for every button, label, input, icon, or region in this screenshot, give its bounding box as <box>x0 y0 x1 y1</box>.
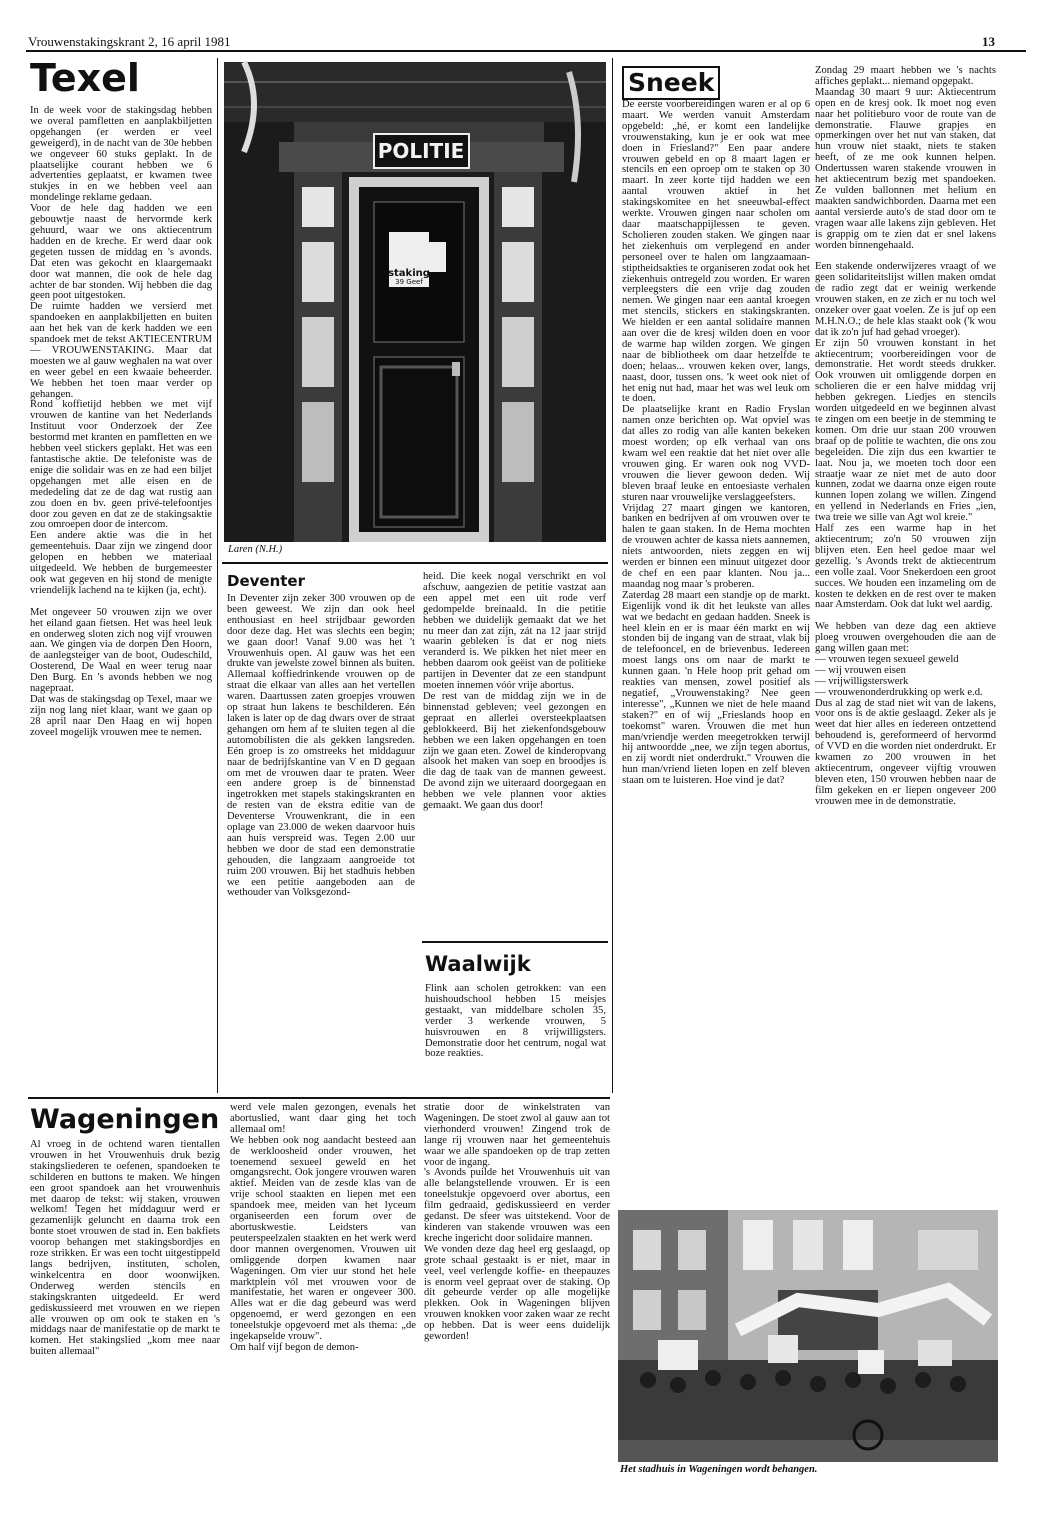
deventer-text-1: In Deventer zijn zeker 300 vrouwen op de been geweest. We zijn dan ook heel enthousiast en heel strijdbaar geworden door deze dag. Het was slechts een begin; we gaan door! Vanaf 9.00 was het 't Vrouwenhuis open. Al gauw was het een drukte van jewelste zowel binnen als buiten. Allemaal koffiedrinkende vrouwen op de straat die elkaar van alles aan het vertellen waren. Daartussen zaten groepjes vrouwen op straat hun lakens te beschilderen. Eén laken is later op de dag dwars over de straat gehangen om hem af te sluiten tegen al die automobilisten die als gekken langsreden. Eén groep is zo omstreeks het middaguur naar de bedrijfskantine van V en D gegaan om met de vrouwen daar te praten. Weer een andere groep is de binnenstad ingetrokken met stapels stakingskranten en de resten van de ekstra editie van de Deventerse Vrouwenkrant, die in een oplage van 23.000 de weken daarvoor huis aan huis verspreid was. Tegen 2.00 uur hebben we door de stad een demonstratie gehouden, die langzaam aangroeide tot ruim 200 vrouwen. Bij het stadhuis hebben we een petitie aangeboden aan de wethouder van Volksgezond- <box>227 593 418 899</box>
wageningen-article-col3 <box>424 1103 610 1500</box>
column-divider <box>612 58 613 1093</box>
sneek-text-1: De eerste voorbereidingen waren er al op 6 maart. We werden vanuit Amsterdam opgebeld: „hé, er komt een landelijke vrouwenstaking, kun je er ook wat mee doen in Friesland?" Een paar andere vrouwen gebeld en op 8 maart lagen er stencils en een oproep om te staken op 30 maart. In zeer korte tijd hadden we een aantal vrouwen aktief in het stakingskomitee en het sneeuwbal-effect werkte. Vrouwen gingen naar scholen om daar maatschappijlessen te geven. Scholieren zouden staken. We gingen naar het ziekenhuis om verplegend en ander personeel over te halen om langzaamaan-stiptheidsakties te organiseren zodat ook het ziekenhuis ontregeld zou worden. Er waren verpleegsters die een vrije dag zouden nemen. We gingen naar een aantal kroegen met stencils, stickers en stakingskranten. We hielden er een aantal solidaire mannen aan over die de kresj wilden doen en voor de warme hap wilden zorgen. We gingen naar de bibliotheek om daar hetzelfde te doen; helaas... vrouwen keken over, langs, naast, door, tussen ons. 'k weet ook niet of het enig nut had, maar het was wel leuk om te doen. De plaatselijke krant en Radio Fryslan namen onze berichten op. Wat opviel was dat alles zo rodig van alle kanten bekeken moest worden; op elk verhaal van ons kwam wel een reaktie dat het niet over alle vrouwen ging. Er waren ook nog VVD-vrouwen die liever gewoon deden. Wij bleven braaf leuke en entoesiaste verhalen sturen naar vrouwelijke verslaggeefsters. Vrijdag 27 maart gingen we kantoren, banken en bedrijven af om vrouwen over te halen te gaan staken. In de Hema mochten de vrouwen achter de kassa niets aannemen, niets antwoorden, niets zeggen en wij werden er binnen een minuut uitgezet door de chef en een paar klanten. Nou ja... maandag nog maar 's proberen. Zaterdag 28 maart een standje op de markt. Eigenlijk vond ik dit het leukste van alles wat we bedacht en gedaan hadden. Sneek is heel klein en er is maar één markt en wij stonden bij de ingang van de straat, vlak bij de telefooncel, en de brievenbus. Iedereen moest langs ons om naar de markt te kunnen gaan. 'n Hele hoop prit gehad om reakties van mensen, zowel positief als negatief, „Vrouwenstaking? Nee geen interesse", „Kunnen we niet de hele maand staken?" en of wij „Frieslands hoop en toekomst" waren. Vrouwen die met hun man/vriendje werden meegetrokken terwijl hij antwoordde „nee, we zijn tegen abortus, en zij wordt niet onderdrukt." Vrouwen die hun man/vriend lieten lopen en zelf bleven staan om te luisteren. Hoe vind je dat? <box>622 99 810 787</box>
deventer-article-col2 <box>423 572 606 936</box>
wageningen-heading: Wageningen <box>30 1104 220 1135</box>
deventer-heading: Deventer <box>227 572 305 590</box>
waalwijk-text: Flink aan scholen getrokken: van een huishoudschool hebben 15 meisjes gestaakt, van middelbare scholen 35, verder 3 werkende vrouwen, 5 huisvrouwen en 8 vrijwilligsters. Demonstratie door het centrum, nogal wat boze reakties. <box>425 983 609 1060</box>
photo-wageningen <box>618 1210 998 1462</box>
photo-laren-caption: Laren (N.H.) <box>228 544 283 555</box>
politie-sign: POLITIE <box>377 139 465 163</box>
sneek-article-col2 <box>815 66 996 1196</box>
texel-article <box>30 106 212 816</box>
page-number: 13 <box>982 34 995 49</box>
wageningen-text-3: stratie door de winkelstraten van Wageningen. De stoet zwol al gauw aan tot vierhonderd vrouwen! Zingend trok de lange rij vrouwen naar het gemeentehuis waar we alle spandoeken op de trap zetten voor de ingang. 's Avonds puilde het Vrouwenhuis uit van alle belangstellende vrouwen. Er is een toneelstukje opgevoerd over abortus, een film gedraaid, gediskussieerd en verder gedanst. De sfeer was uitstekend. Voor de kinderen van stakende vrouwen was een kreche ingericht door solidaire mannen. We vonden deze dag heel erg geslaagd, op grote schaal gestaakt is er niet, maar in veel, veel verlengde koffie- en theepauzes is enorm veel gepraat over de staking. Op dit gebeurde verder op alle mogelijke plekken. Ook in Wageningen blijven vrouwen knokken voor zaken waar ze recht op hebben. Dat is weer eens duidelijk geworden! <box>424 1102 610 1343</box>
texel-text: In de week voor de stakingsdag hebben we overal pamfletten en aanplakbiljetten opgehangen (er werden er veel geweigerd), in de nacht van de 30e hebben we ongeveer 60 stuks geplakt. In de plaatselijke courant hebben we 6 advertenties geplaatst, er kwamen twee stukjes in en we hebben veel aan mondelinge reklame gedaan. Voor de hele dag hadden we een gebouwtje naast de hervormde kerk gehuurd, waar we ons aktiecentrum hadden en de kreche. Er werd daar ook gegeten tussen de middag en 's avonds. Dat eten was gekocht en klaargemaakt door wat mannen, die ook de hele dag achter de bar stonden. Wij hebben die dag geen poot uitgestoken. De ruimte hadden we versierd met spandoeken en aanplakbiljetten en buiten aan het hek van de kerk hadden we een spandoek met de tekst AKTIECENTRUM — VROUWENSTAKING. Maar dat moesten we al gauw weghalen na wat over en weer gebel en een kwaaie beheerder. We hebben het toen maar verder op gehangen. Rond koffietijd hebben we met vijf vrouwen de kantine van het Nederlands Instituut voor Onderzoek der Zee bestormd met kranten en pamfletten en we hebben veel stickers geplakt. Het was een fantastische aktie. De telefoniste was de enige die solidair was en ze had een biljet opgehangen met alle eisen en de mededeling dat ze de dag wat rustig aan zou doen en bv. geen privé-telefoontjes door zou geven en dat ze de stakingsaktie zou omroepen door de intercom. Een andere aktie was die in het gemeentehuis. Daar zijn we zingend door gelopen en hebben we materiaal uitgedeeld. We hebben de burgemeester ook wat gegeven en hij stond de menigte vriendelijk lachend na te kijken (ja, echt). Met ongeveer 50 vrouwen zijn we over het eiland gaan fietsen. Het was heel leuk en onderweg sloten zich nog vijf vrouwen aan. We gingen via de dorpen Den Hoorn, de aanlegsteiger van de boot, Oudeschild, Oosterend, De Waal en weer terug naar Den Burg. En 's avonds hebben we nog nagepraat. Dat was de stakingsdag op Texel, maar we zijn nog lang niet klaar, want we gaan op 28 april naar Den Haag en wij hopen zoveel mogelijk vrouwen mee te nemen. <box>30 105 212 738</box>
photo-wageningen-caption: Het stadhuis in Wageningen wordt behangen. <box>620 1464 818 1475</box>
top-rule <box>26 50 1026 52</box>
section-rule <box>222 562 608 564</box>
waalwijk-article <box>425 983 609 1092</box>
photo-laren <box>224 62 606 542</box>
deventer-article-col1 <box>227 593 418 1094</box>
texel-heading: Texel <box>30 56 140 100</box>
poster-line-1: 39 Geef <box>395 278 423 286</box>
section-rule <box>422 941 608 943</box>
wageningen-article-col2 <box>230 1103 416 1500</box>
wageningen-text-2: werd vele malen gezongen, evenals het abortuslied, want daar ging het toch allemaal om! We hebben ook nog aandacht besteed aan de werkloosheid onder vrouwen, het toenemend sexueel geweld en het omgangsrecht. Ook jongere vrouwen waren aktief. Meiden van de zesde klas van de vrije school staakten en liepen met een spandoek mee, meiden van het lyceum organiseerden een forum over de abortuskwestie. Leidsters van peuterspeelzalen staakten en het werk werd door mannen overgenomen. Vrouwen uit omliggende dorpen kwamen naar Wageningen. Om vier uur stond het hele marktplein vól met vrouwen voor de manifestatie, het waren er ongeveer 300. Alles wat er die dag gebeurd was werd opgenoemd, er werd gezongen en een toneelstukje opgevoerd met als thema: „de ingekapselde vrouw". Om half vijf begon de demon- <box>230 1102 416 1353</box>
sneek-article-col1 <box>622 100 810 1190</box>
waalwijk-heading: Waalwijk <box>425 952 531 976</box>
section-rule <box>28 1097 610 1099</box>
poster-line-2: staking <box>388 268 430 279</box>
wageningen-article-col1 <box>30 1139 223 1500</box>
sneek-heading: Sneek <box>622 66 720 100</box>
wageningen-text-1: Al vroeg in de ochtend waren tientallen vrouwen in het Vrouwenhuis druk bezig stakingsliederen te oefenen, spandoeken te schilderen en buttons te maken. We hingen een groot spandoek aan het vrouwenhuis met daarop de tekst: wij staken, vrouwen welkom! Tegen het middaguur werd er gezamenlijk geluncht en daarna trok een bonte stoet vrouwen de stad in. Een bakfiets voorop behangen met stakingsbordjes en roze strikken. Er was een tocht uitgestippeld langs bedrijven, instituten, scholen, winkelcentra en door woonwijken. Onderweg werden stencils en stakingskranten uitgedeeld. Er werd gediskussieerd met vrouwen en we riepen alle vrouwen op om ook te staken en 's middags naar de manifestatie op de markt te komen. Het stakingslied „kom mee naar buiten allemaal" <box>30 1139 223 1358</box>
town-hall-crowd-illustration <box>618 1210 998 1462</box>
masthead-title: Vrouwenstakingskrant 2, 16 april 1981 <box>28 34 231 49</box>
police-door-illustration <box>224 62 606 542</box>
column-divider <box>217 58 218 1093</box>
sneek-text-2: Zondag 29 maart hebben we 's nachts affiches geplakt... niemand opgepakt. Maandag 30 maart 9 uur: Aktiecentrum open en de kresj ook. Ik moet nog even naar het politieburo voor de route van de demonstratie. Flauwe grapjes en opmerkingen over het nut van staken, dat hun vrouw niet staakt, niets te staken heeft, of ze me ook kunnen helpen. Ondertussen waren stakende vrouwen in het aktiecentrum bezig met spandoeken. Ze vulden ballonnen met helium en maakten sandwichborden. Daarna met een aantal versierde auto's de stad door om te vragen waar alle lakens zijn gebleven. Het is grappig om te zien dat er snel lakens worden binnengehaald. Een stakende onderwijzeres vraagt of we geen solidariteitslijst willen maken omdat de radio zegt dat er weinig werkende vrouwen staken, en ze zich er nu toch wel onzeker over gaat voelen. Ze is juf op een M.H.N.O.; de hele klas staakt ook ('k wou dat ik zo'n juf had gehad vroeger). Er zijn 50 vrouwen konstant in het aktiecentrum; voorbereidingen voor de demonstratie. Het wordt steeds drukker. Ook vrouwen uit omliggende dorpen en scholieren die er een halve middag vrij hebben gekregen. Liedjes en stencils worden uitgedeeld en we beginnen alvast te zingen om een beetje in de stemming te komen. Om drie uur staan 200 vrouwen braaf op de politie te wachten, die ons zou begeleiden. Die zijn dus een kwartier te laat. Nou ja, we moeten toch door een straatje waar ze niet met de auto door kunnen, zodat we daarna onze eigen route kunnen lopen zolang we willen. Zingend en yellend in Nederlands en Fries „ien, twa treie we sille van Agt wol kreie." Half zes een warme hap in het aktiecentrum; zo'n 50 vrouwen zijn blijven eten. Een heel gedoe maar wel gezellig. 's Avonds trekt de aktiecentrum een volle zaal. Voor Snekerdoen een groot succes. We houden een inzameling om de kosten te dekken en de rest over te maken naar Amsterdam. Ook dat lukt wel aardig. We hebben van deze dag een aktieve ploeg vrouwen overgehouden die aan de gang willen gaan met: — vrouwen tegen sexueel geweld — wij vrouwen eisen — vrijwilligsterswerk — vrouwenonderdrukking op werk e.d. Dus al zag de stad niet wit van de lakens, voor ons is de aktie geslaagd. Zeker als je weet dat hier alles en iedereen ontzettend behoudend is, gereformeerd of hervormd of VVD en die worden niet onderdrukt. Er kwamen zo 200 vrouwen in het aktiecentrum, ongeveer vijftig vrouwen bleven eten, 150 vrouwen hebben naar de film gekeken en er liepen ongeveer 200 vrouwen mee in de demonstratie. <box>815 65 996 807</box>
deventer-text-2: heid. Die keek nogal verschrikt en vol afschuw, aangezien de petitie vastzat aan een appel met een uit rode verf gedompelde breinaald. In die petitie hebben we duidelijk gemaakt dat we het nu meer dan zat zijn, zát na 12 jaar strijd waarin gebleken is dat er nog niets veranderd is. We pikken het niet meer en hebben daarom ook geëist van de politieke partijen in Deventer dat ze een standpunt moeten innemen vóór vrije abortus. De rest van de middag zijn we in de binnenstad gebleven; veel gezongen en gepraat en allerlei oversteekplaatsen geblokkeerd. Bij het ziekenfondsgebouw hebben we een laken opgehangen en toen zijn we gaan eten. Zowel de kinderopvang alsook het maken van soep en broodjes is die dag de taak van de mannen geweest. De avond zijn we uiteraard doorgegaan en hebben we vele plannen voor akties gemaakt. We gaan dus door! <box>423 571 606 812</box>
